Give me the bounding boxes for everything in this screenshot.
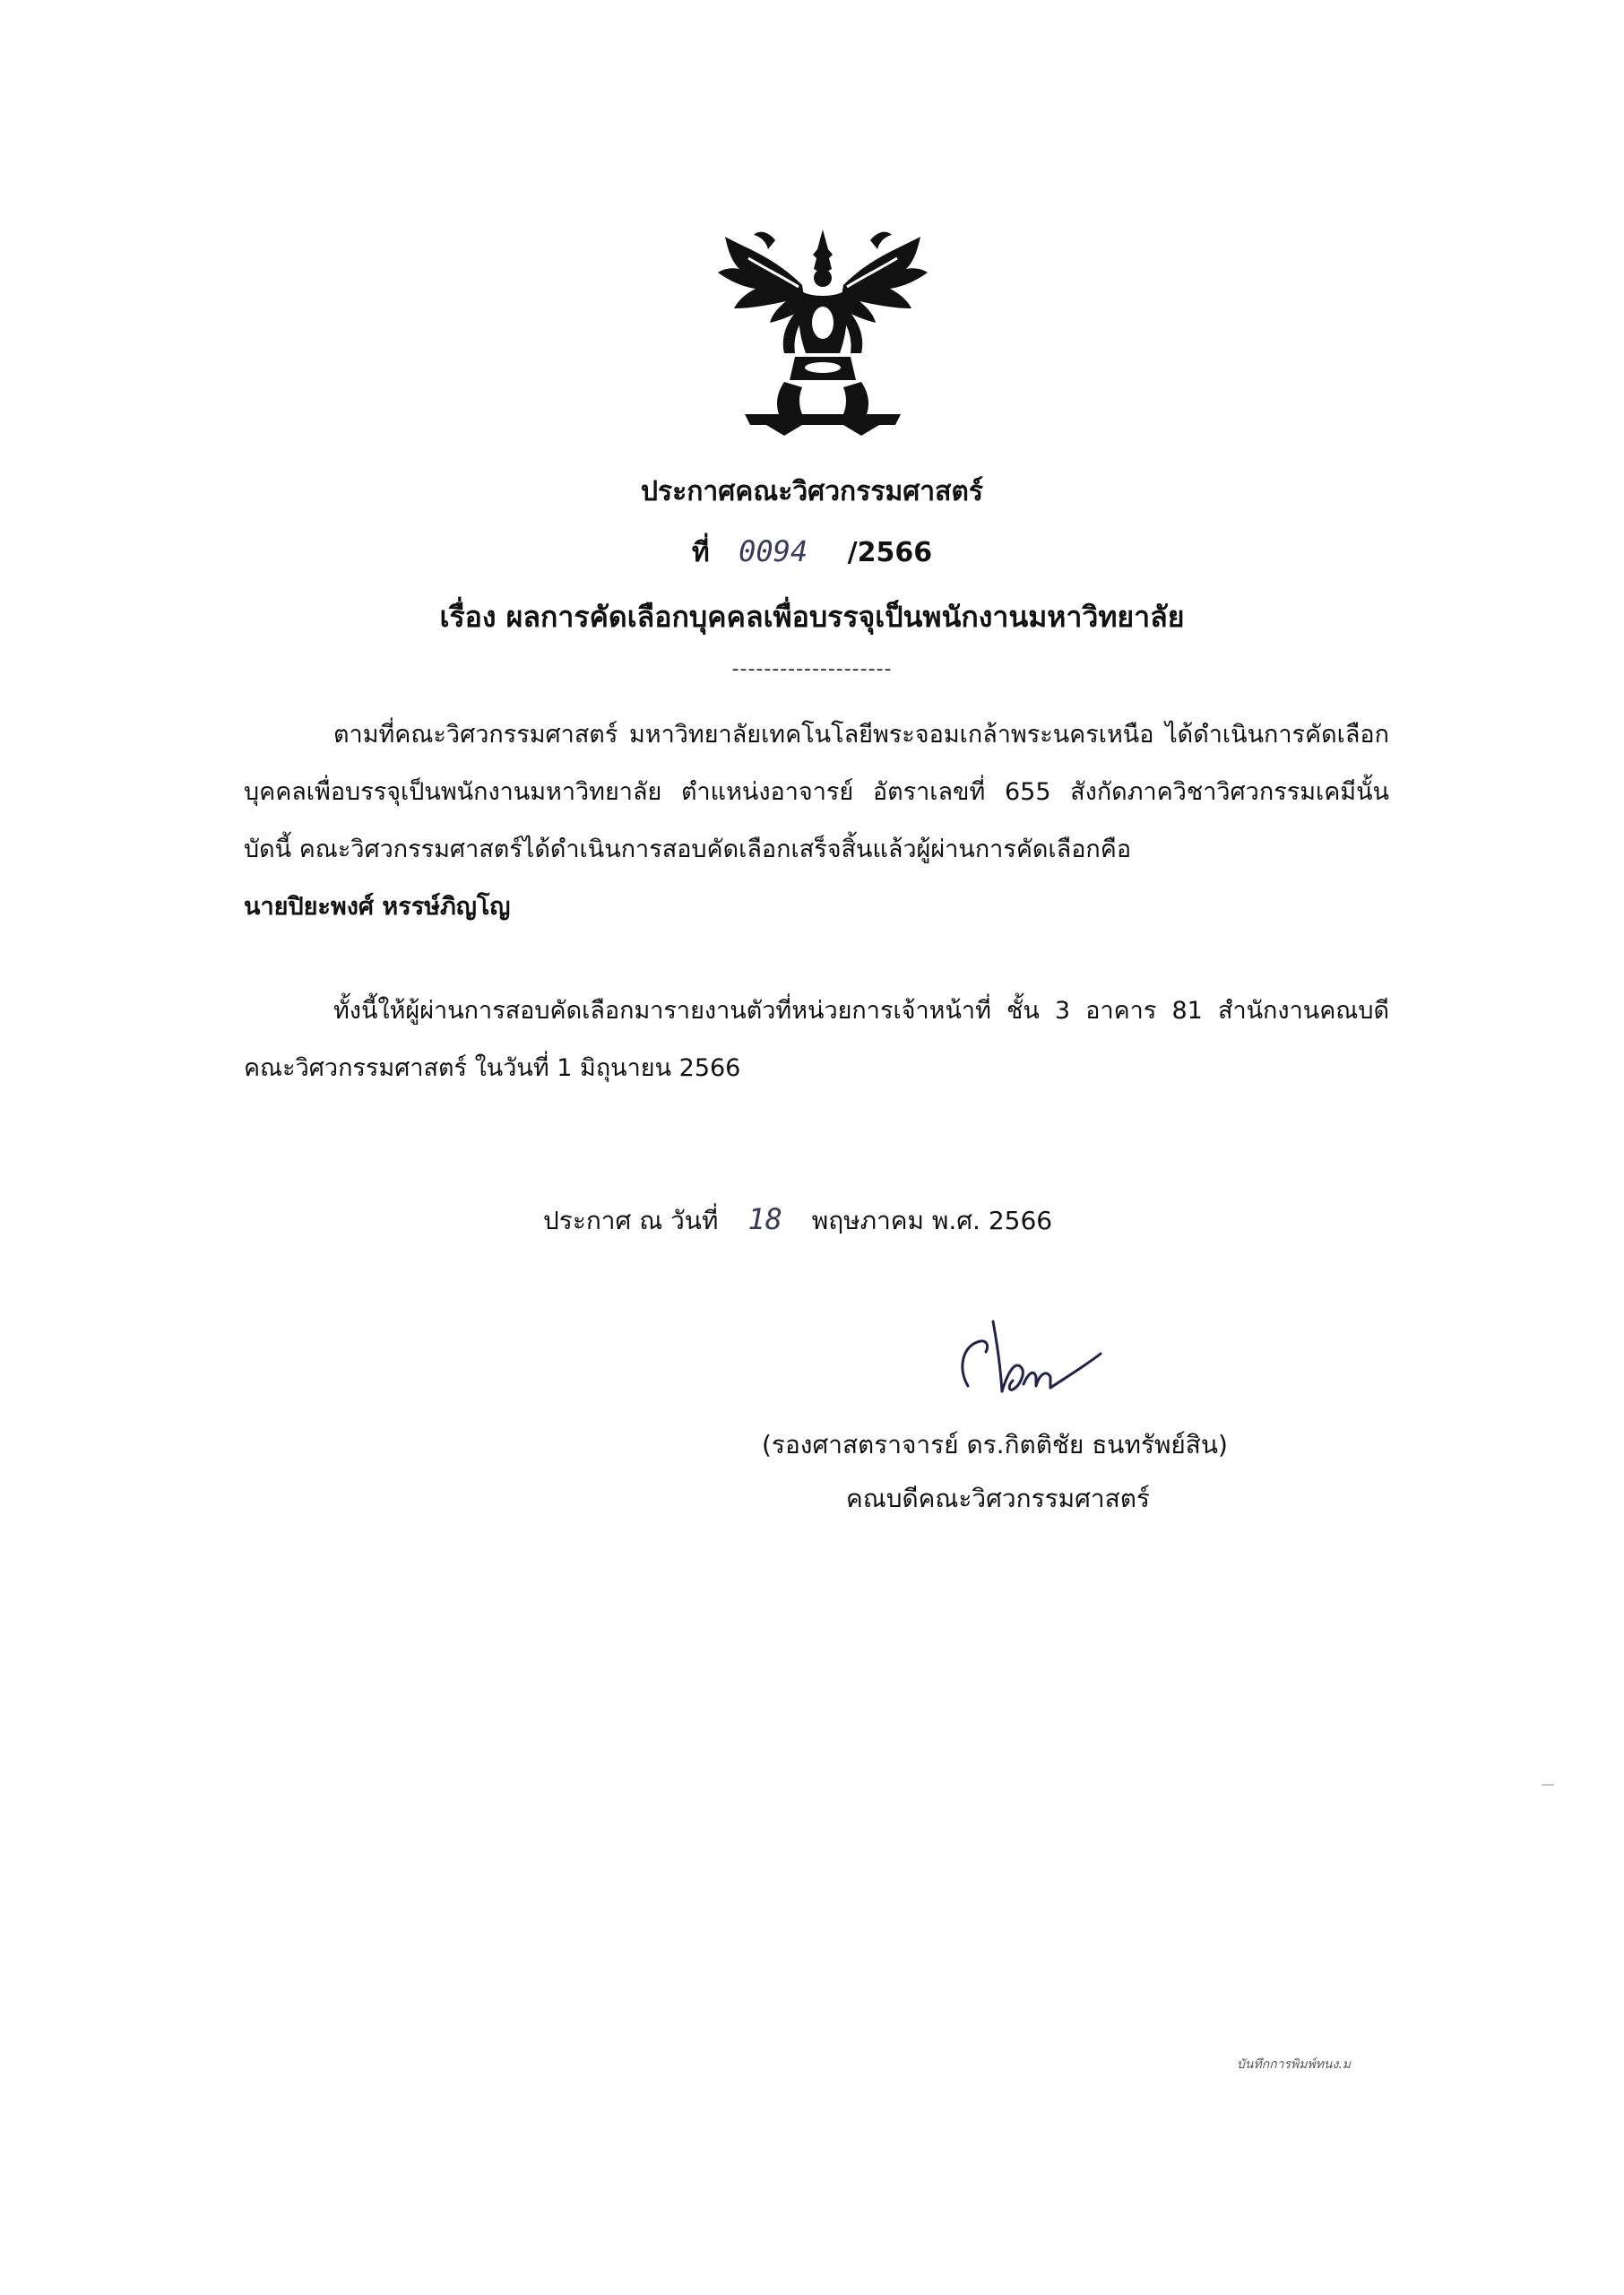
date-suffix: พฤษภาคม พ.ศ. 2566 [811,1206,1053,1235]
body-paragraph-2 [244,983,1389,1097]
announcement-date [543,1201,1052,1241]
paragraph-2-text: ทั้งนี้ให้ผู้ผ่านการสอบคัดเลือกมารายงานตัวที่หน่วยการเจ้าหน้าที่ ชั้น 3 อาคาร 81 สำนักงานคณบดี คณะวิศวกรรมศาสตร์ ในวันที่ 1 มิถุนายน 2566 [244,997,1389,1082]
number-suffix: /2566 [847,537,933,568]
signer-position: คณบดีคณะวิศวกรรมศาสตร์ [846,1484,1150,1513]
announcement-title: ประกาศคณะวิศวกรรมศาสตร์ [640,476,984,507]
date-prefix: ประกาศ ณ วันที่ [543,1206,719,1235]
footer-note: บันทึกการพิมพ์ทนง.ม [1237,2057,1352,2072]
garuda-emblem-icon [713,222,933,437]
scan-artifact-mark [1542,1784,1554,1786]
paragraph-1-text: ตามที่คณะวิศวกรรมศาสตร์ มหาวิทยาลัยเทคโนโลยีพระจอมเกล้าพระนครเหนือ ได้ดำเนินการคัดเลือกบุคคลเพื่อบรรจุเป็นพนักงานมหาวิทยาลัย ตำแหน่งอาจารย์ อัตราเลขที่ 655 สังกัดภาควิชาวิศวกรรมเคมีนั้น บัดนี้ คณะวิศวกรรมศาสตร์ได้ดำเนินการสอบคัดเลือกเสร็จสิ้นแล้วผู้ผ่านการคัดเลือกคือ [244,721,1389,863]
handwritten-day: 18 [747,1202,782,1236]
body-paragraph-1 [244,706,1389,936]
announcement-number [0,532,1624,574]
handwritten-number: 0094 [739,534,808,568]
handwritten-signature-icon [950,1314,1129,1413]
subject-divider: -------------------- [731,658,893,680]
number-prefix: ที่ [691,537,710,568]
signer-name: (รองศาสตราจารย์ ดร.กิตติชัย ธนทรัพย์สิน) [762,1430,1228,1459]
announcement-subject: เรื่อง ผลการคัดเลือกบุคคลเพื่อบรรจุเป็นพนักงานมหาวิทยาลัย [439,600,1185,634]
selected-person-name: นายปิยะพงศ์ หรรษ์ภิญโญ [244,893,511,921]
